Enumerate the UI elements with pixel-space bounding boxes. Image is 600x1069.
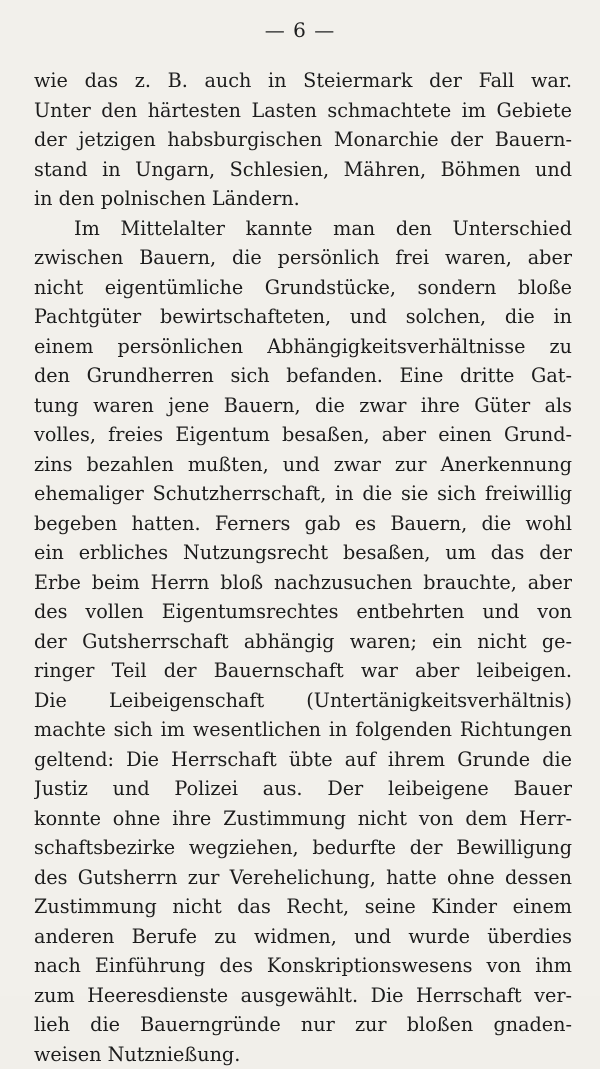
text-line: Pachtgüter bewirtschafteten, und solchen, die in bbox=[34, 302, 572, 332]
text-line: konnte ohne ihre Zustimmung nicht von dem Herr- bbox=[34, 804, 572, 834]
text-line: lieh die Bauerngründe nur zur bloßen gnaden- bbox=[34, 1010, 572, 1040]
text-line: den Grundherren sich befanden. Eine dritte Gat- bbox=[34, 361, 572, 391]
text-line: wie das z. B. auch in Steiermark der Fall war. bbox=[34, 66, 572, 96]
text-line: nicht eigentümliche Grundstücke, sondern bloße bbox=[34, 273, 572, 303]
text-line: einem persönlichen Abhängigkeitsverhältnisse zu bbox=[34, 332, 572, 362]
text-line: Unter den härtesten Lasten schmachtete im Gebiete bbox=[34, 96, 572, 126]
text-line: zwischen Bauern, die persönlich frei waren, aber bbox=[34, 243, 572, 273]
text-line: tung waren jene Bauern, die zwar ihre Güter als bbox=[34, 391, 572, 421]
page-number-header: — 6 — bbox=[0, 18, 600, 42]
text-line: stand in Ungarn, Schlesien, Mähren, Böhmen und bbox=[34, 155, 572, 185]
text-line: weisen Nutznießung. bbox=[34, 1040, 572, 1069]
text-line: volles, freies Eigentum besaßen, aber einen Grund- bbox=[34, 420, 572, 450]
text-line: anderen Berufe zu widmen, und wurde überdies bbox=[34, 922, 572, 952]
text-line: ringer Teil der Bauernschaft war aber leibeigen. bbox=[34, 656, 572, 686]
text-line: ein erbliches Nutzungsrecht besaßen, um das der bbox=[34, 538, 572, 568]
text-line: ehemaliger Schutzherrschaft, in die sie sich freiwillig bbox=[34, 479, 572, 509]
text-line: zins bezahlen mußten, und zwar zur Anerkennung bbox=[34, 450, 572, 480]
text-line: schaftsbezirke wegziehen, bedurfte der Bewilligung bbox=[34, 833, 572, 863]
text-line: Die Leibeigenschaft (Untertänigkeitsverhältnis) bbox=[34, 686, 572, 716]
text-line: zum Heeresdienste ausgewählt. Die Herrschaft ver- bbox=[34, 981, 572, 1011]
text-line: der jetzigen habsburgischen Monarchie der Bauern- bbox=[34, 125, 572, 155]
text-line: in den polnischen Ländern. bbox=[34, 184, 572, 214]
text-line: Zustimmung nicht das Recht, seine Kinder einem bbox=[34, 892, 572, 922]
text-line: des Gutsherrn zur Verehelichung, hatte ohne dessen bbox=[34, 863, 572, 893]
text-line: Erbe beim Herrn bloß nachzusuchen brauchte, aber bbox=[34, 568, 572, 598]
text-line: begeben hatten. Ferners gab es Bauern, die wohl bbox=[34, 509, 572, 539]
text-line: geltend: Die Herrschaft übte auf ihrem Grunde die bbox=[34, 745, 572, 775]
text-line: nach Einführung des Konskriptionswesens von ihm bbox=[34, 951, 572, 981]
text-line: Im Mittelalter kannte man den Unterschied bbox=[34, 214, 572, 244]
text-line: der Gutsherrschaft abhängig waren; ein nicht ge- bbox=[34, 627, 572, 657]
body-text bbox=[34, 66, 572, 1069]
text-line: machte sich im wesentlichen in folgenden Richtungen bbox=[34, 715, 572, 745]
text-line: Justiz und Polizei aus. Der leibeigene Bauer bbox=[34, 774, 572, 804]
text-line: des vollen Eigentumsrechtes entbehrten und von bbox=[34, 597, 572, 627]
